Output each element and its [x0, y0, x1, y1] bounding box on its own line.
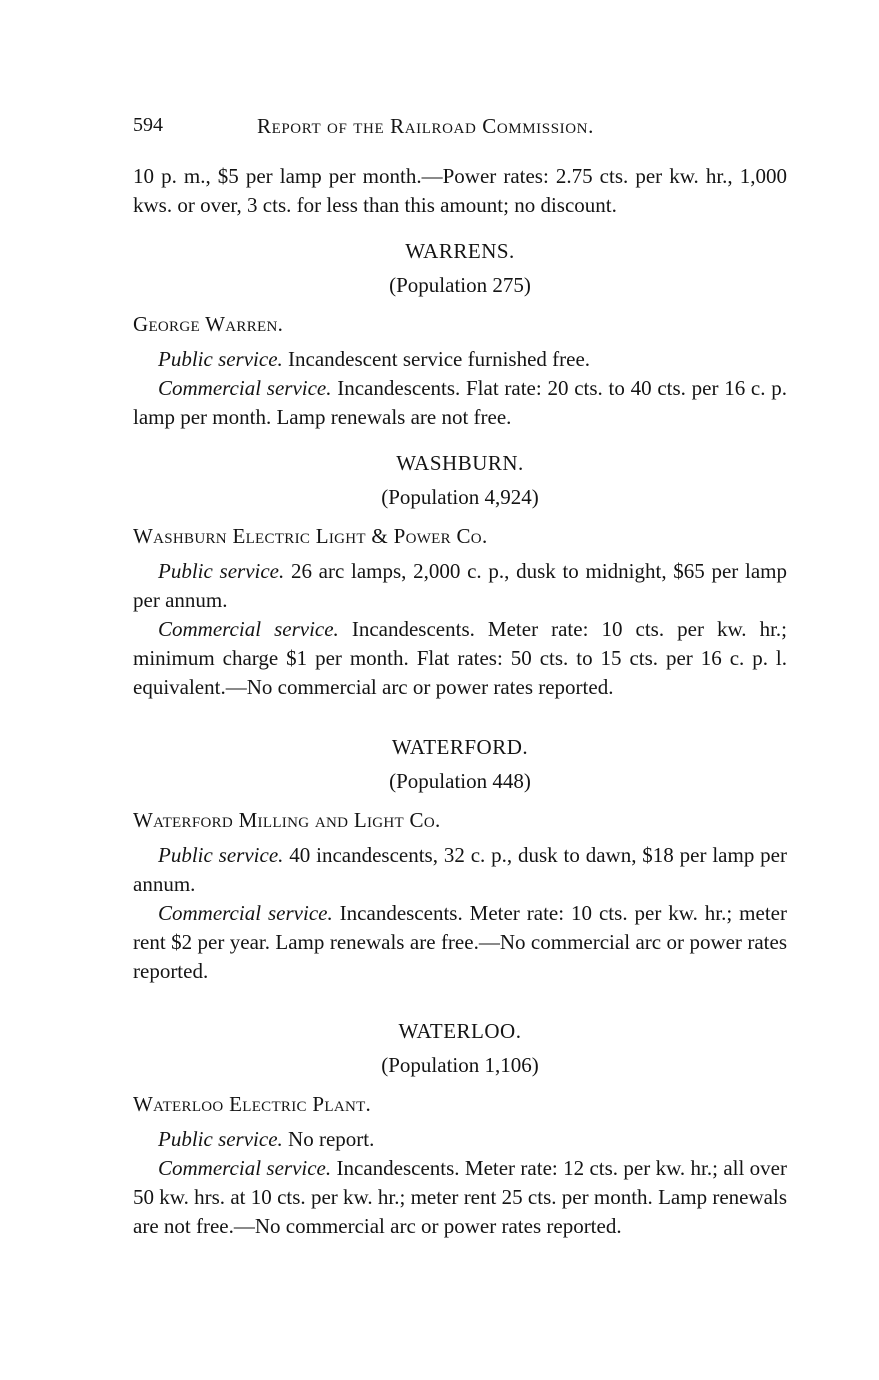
town-heading: WATERLOO. — [398, 1019, 522, 1043]
population-note: (Population 4,924) — [381, 485, 539, 509]
commercial-service-paragraph — [133, 615, 787, 702]
town-section-warrens — [133, 236, 787, 432]
population-note: (Population 448) — [389, 769, 531, 793]
company-name: Washburn Electric Light & Power Co. — [133, 524, 488, 548]
population-note: (Population 1,106) — [381, 1053, 539, 1077]
commercial-service-label: Commercial service. — [158, 1156, 332, 1180]
commercial-service-label: Commercial service. — [158, 901, 333, 925]
page-header — [133, 110, 787, 142]
commercial-service-paragraph — [133, 1154, 787, 1241]
commercial-service-label: Commercial service. — [158, 617, 339, 641]
section-gap — [133, 702, 787, 716]
commercial-service-label: Commercial service. — [158, 376, 332, 400]
company-name: George Warren. — [133, 312, 284, 336]
town-heading: WASHBURN. — [396, 451, 524, 475]
commercial-service-paragraph — [133, 374, 787, 432]
town-section-waterford — [133, 732, 787, 986]
town-section-washburn — [133, 448, 787, 702]
public-service-paragraph — [133, 841, 787, 899]
population-note: (Population 275) — [389, 273, 531, 297]
public-service-paragraph — [133, 557, 787, 615]
commercial-service-text: Incandescents. Meter rate: 10 cts. per kw. hr.; minimum charge $1 per month. Flat rates: 50 cts. to 15 cts. per 16 c. p. l. equivalent.—No commercial arc or power rates reported. — [133, 617, 787, 699]
running-title: Report of the Railroad Commission. — [257, 114, 594, 138]
public-service-paragraph — [133, 345, 787, 374]
section-gap — [133, 986, 787, 1000]
commercial-service-paragraph — [133, 899, 787, 986]
public-service-label: Public service. — [158, 1127, 283, 1151]
book-page — [133, 110, 787, 1241]
public-service-text: Incandescent service furnished free. — [282, 347, 591, 371]
town-heading: WARRENS. — [405, 239, 515, 263]
town-section-waterloo — [133, 1016, 787, 1241]
commercial-service-text: Incandescents. Flat rate: 20 cts. to 40 cts. per 16 c. p. lamp per month. Lamp renewals are not free. — [133, 376, 787, 429]
continued-paragraph: 10 p. m., $5 per lamp per month.—Power rates: 2.75 cts. per kw. hr., 1,000 kws. or over, 3 cts. for less than this amount; no discount. — [133, 164, 787, 217]
company-name: Waterford Milling and Light Co. — [133, 808, 441, 832]
page-number: 594 — [133, 114, 163, 136]
public-service-text: 40 incandescents, 32 c. p., dusk to dawn, $18 per lamp per annum. — [133, 843, 787, 896]
public-service-paragraph — [133, 1125, 787, 1154]
public-service-label: Public service. — [158, 559, 285, 583]
public-service-text: 26 arc lamps, 2,000 c. p., dusk to midnight, $65 per lamp per annum. — [133, 559, 787, 612]
commercial-service-text: Incandescents. Meter rate: 12 cts. per kw. hr.; all over 50 kw. hrs. at 10 cts. per kw. hr.; meter rent 25 cts. per month. Lamp renewals are not free.—No commercial arc or power rates reported. — [133, 1156, 787, 1238]
public-service-text: No report. — [282, 1127, 375, 1151]
public-service-label: Public service. — [158, 843, 284, 867]
town-heading: WATERFORD. — [391, 735, 529, 759]
commercial-service-text: Incandescents. Meter rate: 10 cts. per kw. hr.; meter rent $2 per year. Lamp renewals are free.—No commercial arc or power rates reported. — [133, 901, 787, 983]
company-name: Waterloo Electric Plant. — [133, 1092, 372, 1116]
public-service-label: Public service. — [158, 347, 283, 371]
